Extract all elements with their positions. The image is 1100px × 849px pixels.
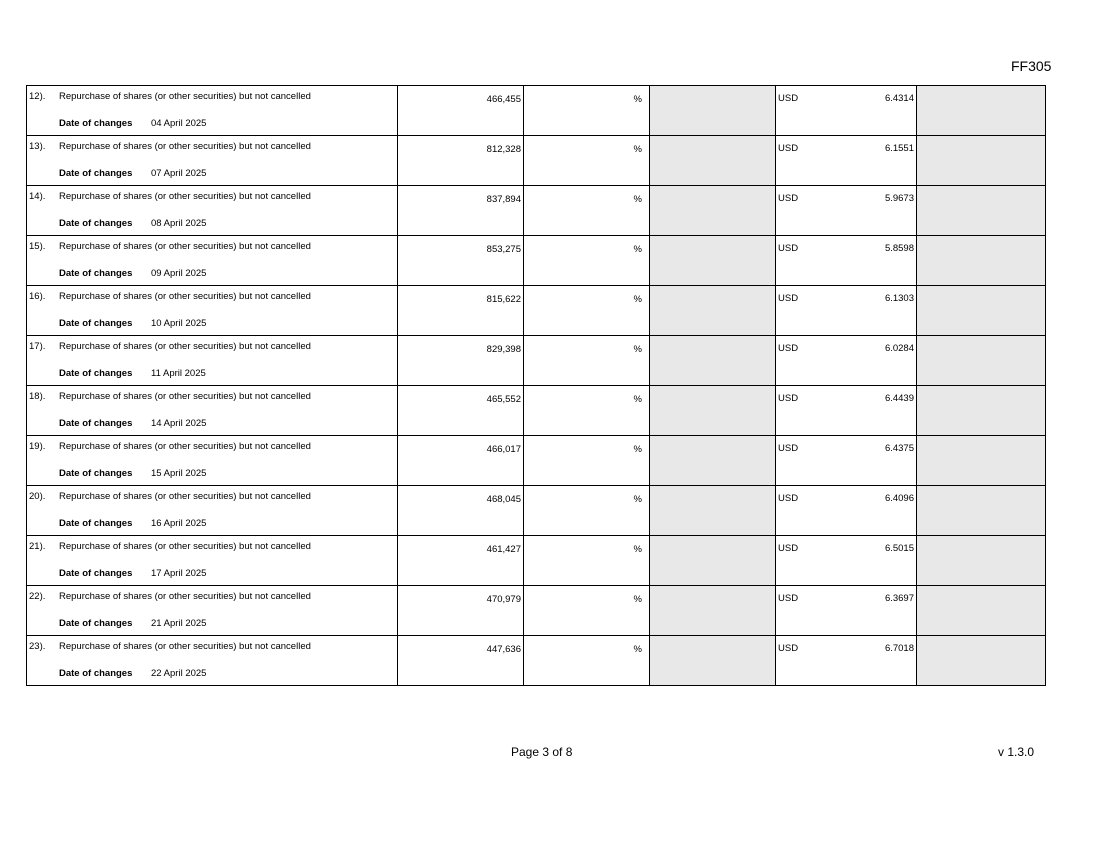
number-of-shares: 468,045 xyxy=(486,494,521,505)
percent-symbol: % xyxy=(633,494,642,505)
version-label: v 1.3.0 xyxy=(998,745,1035,759)
shaded-cell xyxy=(917,336,1046,386)
currency: USD xyxy=(778,193,799,204)
change-description: Repurchase of shares (or other securities) but not cancelled xyxy=(59,491,311,502)
number-of-shares: 461,427 xyxy=(486,544,521,555)
price-per-share: 6.4096 xyxy=(884,493,914,504)
price-per-share: 6.0284 xyxy=(884,343,914,354)
percent-cell xyxy=(524,336,650,386)
price-cell xyxy=(776,636,917,686)
row-number: 23). xyxy=(29,641,46,652)
price-cell xyxy=(776,186,917,236)
shares-cell xyxy=(398,136,524,186)
shaded-cell xyxy=(650,136,776,186)
date-of-changes-label: Date of changes xyxy=(59,168,133,179)
price-per-share: 6.5015 xyxy=(884,543,914,554)
row-number: 21). xyxy=(29,541,46,552)
change-description: Repurchase of shares (or other securities) but not cancelled xyxy=(59,91,311,102)
table-row xyxy=(27,486,1046,536)
currency: USD xyxy=(778,543,799,554)
price-per-share: 6.4439 xyxy=(884,393,914,404)
date-of-changes-label: Date of changes xyxy=(59,218,133,229)
shaded-cell xyxy=(650,286,776,336)
price-cell xyxy=(776,136,917,186)
shares-cell xyxy=(398,586,524,636)
percent-symbol: % xyxy=(633,94,642,105)
date-of-changes-label: Date of changes xyxy=(59,368,133,379)
currency: USD xyxy=(778,243,799,254)
percent-cell xyxy=(524,536,650,586)
percent-symbol: % xyxy=(633,644,642,655)
percent-symbol: % xyxy=(633,394,642,405)
price-cell xyxy=(776,86,917,136)
price-per-share: 6.4314 xyxy=(884,93,914,104)
currency: USD xyxy=(778,593,799,604)
percent-symbol: % xyxy=(633,594,642,605)
percent-symbol: % xyxy=(633,444,642,455)
date-of-changes-label: Date of changes xyxy=(59,618,133,629)
row-number: 15). xyxy=(29,241,46,252)
row-number: 17). xyxy=(29,341,46,352)
row-number: 16). xyxy=(29,291,46,302)
row-number: 14). xyxy=(29,191,46,202)
number-of-shares: 829,398 xyxy=(486,344,521,355)
share-repurchase-table xyxy=(26,85,1046,686)
shares-cell xyxy=(398,336,524,386)
percent-cell xyxy=(524,136,650,186)
shaded-cell xyxy=(917,386,1046,436)
change-description: Repurchase of shares (or other securities) but not cancelled xyxy=(59,341,311,352)
table-row xyxy=(27,336,1046,386)
table-row xyxy=(27,636,1046,686)
number-of-shares: 470,979 xyxy=(486,594,521,605)
price-cell xyxy=(776,336,917,386)
percent-symbol: % xyxy=(633,344,642,355)
percent-symbol: % xyxy=(633,294,642,305)
price-per-share: 6.1303 xyxy=(884,293,914,304)
shares-cell xyxy=(398,486,524,536)
date-of-changes-value: 07 April 2025 xyxy=(151,168,207,179)
table-row xyxy=(27,86,1046,136)
description-cell xyxy=(27,136,398,186)
date-of-changes-value: 08 April 2025 xyxy=(151,218,207,229)
date-of-changes-value: 22 April 2025 xyxy=(151,668,207,679)
change-description: Repurchase of shares (or other securities) but not cancelled xyxy=(59,241,311,252)
shares-cell xyxy=(398,536,524,586)
shaded-cell xyxy=(917,186,1046,236)
shaded-cell xyxy=(650,186,776,236)
shaded-cell xyxy=(650,236,776,286)
date-of-changes-value: 14 April 2025 xyxy=(151,418,207,429)
percent-symbol: % xyxy=(633,544,642,555)
form-code: FF305 xyxy=(1011,58,1052,74)
date-of-changes-value: 15 April 2025 xyxy=(151,468,207,479)
shares-cell xyxy=(398,236,524,286)
price-cell xyxy=(776,386,917,436)
shaded-cell xyxy=(917,486,1046,536)
date-of-changes-value: 09 April 2025 xyxy=(151,268,207,279)
shaded-cell xyxy=(650,86,776,136)
date-of-changes-value: 10 April 2025 xyxy=(151,318,207,329)
currency: USD xyxy=(778,343,799,354)
shaded-cell xyxy=(917,86,1046,136)
table-row xyxy=(27,136,1046,186)
page-number: Page 3 of 8 xyxy=(511,745,573,759)
table-row xyxy=(27,236,1046,286)
date-of-changes-value: 16 April 2025 xyxy=(151,518,207,529)
price-per-share: 6.3697 xyxy=(884,593,914,604)
price-cell xyxy=(776,236,917,286)
change-description: Repurchase of shares (or other securities) but not cancelled xyxy=(59,541,311,552)
percent-cell xyxy=(524,186,650,236)
shares-cell xyxy=(398,436,524,486)
date-of-changes-value: 04 April 2025 xyxy=(151,118,207,129)
price-cell xyxy=(776,486,917,536)
description-cell xyxy=(27,486,398,536)
price-per-share: 5.9673 xyxy=(884,193,914,204)
description-cell xyxy=(27,236,398,286)
shares-cell xyxy=(398,186,524,236)
date-of-changes-label: Date of changes xyxy=(59,568,133,579)
description-cell xyxy=(27,386,398,436)
description-cell xyxy=(27,86,398,136)
currency: USD xyxy=(778,93,799,104)
table-row xyxy=(27,186,1046,236)
percent-cell xyxy=(524,86,650,136)
shaded-cell xyxy=(917,286,1046,336)
price-per-share: 6.7018 xyxy=(884,643,914,654)
shaded-cell xyxy=(917,536,1046,586)
price-per-share: 5.8598 xyxy=(884,243,914,254)
shares-cell xyxy=(398,386,524,436)
shaded-cell xyxy=(650,536,776,586)
currency: USD xyxy=(778,143,799,154)
shaded-cell xyxy=(917,436,1046,486)
currency: USD xyxy=(778,393,799,404)
percent-symbol: % xyxy=(633,194,642,205)
shaded-cell xyxy=(917,636,1046,686)
shares-cell xyxy=(398,86,524,136)
description-cell xyxy=(27,436,398,486)
number-of-shares: 466,455 xyxy=(486,94,521,105)
percent-cell xyxy=(524,636,650,686)
shares-cell xyxy=(398,286,524,336)
currency: USD xyxy=(778,643,799,654)
number-of-shares: 853,275 xyxy=(486,244,521,255)
date-of-changes-label: Date of changes xyxy=(59,518,133,529)
shares-cell xyxy=(398,636,524,686)
change-description: Repurchase of shares (or other securities) but not cancelled xyxy=(59,191,311,202)
date-of-changes-label: Date of changes xyxy=(59,268,133,279)
table-row xyxy=(27,586,1046,636)
shaded-cell xyxy=(650,636,776,686)
shaded-cell xyxy=(917,236,1046,286)
description-cell xyxy=(27,636,398,686)
date-of-changes-label: Date of changes xyxy=(59,418,133,429)
change-description: Repurchase of shares (or other securities) but not cancelled xyxy=(59,391,311,402)
description-cell xyxy=(27,536,398,586)
shaded-cell xyxy=(650,386,776,436)
date-of-changes-value: 17 April 2025 xyxy=(151,568,207,579)
change-description: Repurchase of shares (or other securities) but not cancelled xyxy=(59,591,311,602)
date-of-changes-value: 11 April 2025 xyxy=(151,368,206,379)
description-cell xyxy=(27,586,398,636)
shaded-cell xyxy=(917,586,1046,636)
percent-cell xyxy=(524,486,650,536)
percent-cell xyxy=(524,386,650,436)
table-row xyxy=(27,386,1046,436)
change-description: Repurchase of shares (or other securities) but not cancelled xyxy=(59,641,311,652)
shaded-cell xyxy=(650,486,776,536)
row-number: 12). xyxy=(29,91,46,102)
row-number: 13). xyxy=(29,141,46,152)
number-of-shares: 465,552 xyxy=(486,394,521,405)
currency: USD xyxy=(778,293,799,304)
currency: USD xyxy=(778,443,799,454)
row-number: 20). xyxy=(29,491,46,502)
date-of-changes-label: Date of changes xyxy=(59,318,133,329)
table-row xyxy=(27,536,1046,586)
number-of-shares: 815,622 xyxy=(486,294,521,305)
date-of-changes-value: 21 April 2025 xyxy=(151,618,207,629)
number-of-shares: 837,894 xyxy=(486,194,521,205)
row-number: 18). xyxy=(29,391,46,402)
price-cell xyxy=(776,536,917,586)
change-description: Repurchase of shares (or other securities) but not cancelled xyxy=(59,291,311,302)
percent-cell xyxy=(524,586,650,636)
table-row xyxy=(27,436,1046,486)
percent-cell xyxy=(524,236,650,286)
description-cell xyxy=(27,186,398,236)
date-of-changes-label: Date of changes xyxy=(59,668,133,679)
percent-symbol: % xyxy=(633,244,642,255)
shaded-cell xyxy=(650,586,776,636)
table-body xyxy=(27,86,1046,686)
description-cell xyxy=(27,336,398,386)
price-cell xyxy=(776,586,917,636)
number-of-shares: 466,017 xyxy=(486,444,521,455)
row-number: 22). xyxy=(29,591,46,602)
shaded-cell xyxy=(917,136,1046,186)
table-row xyxy=(27,286,1046,336)
change-description: Repurchase of shares (or other securities) but not cancelled xyxy=(59,141,311,152)
percent-symbol: % xyxy=(633,144,642,155)
price-cell xyxy=(776,436,917,486)
date-of-changes-label: Date of changes xyxy=(59,118,133,129)
number-of-shares: 812,328 xyxy=(486,144,521,155)
number-of-shares: 447,636 xyxy=(486,644,521,655)
percent-cell xyxy=(524,436,650,486)
currency: USD xyxy=(778,493,799,504)
price-cell xyxy=(776,286,917,336)
row-number: 19). xyxy=(29,441,46,452)
date-of-changes-label: Date of changes xyxy=(59,468,133,479)
price-per-share: 6.1551 xyxy=(884,143,914,154)
change-description: Repurchase of shares (or other securities) but not cancelled xyxy=(59,441,311,452)
shaded-cell xyxy=(650,436,776,486)
price-per-share: 6.4375 xyxy=(884,443,914,454)
shaded-cell xyxy=(650,336,776,386)
description-cell xyxy=(27,286,398,336)
percent-cell xyxy=(524,286,650,336)
